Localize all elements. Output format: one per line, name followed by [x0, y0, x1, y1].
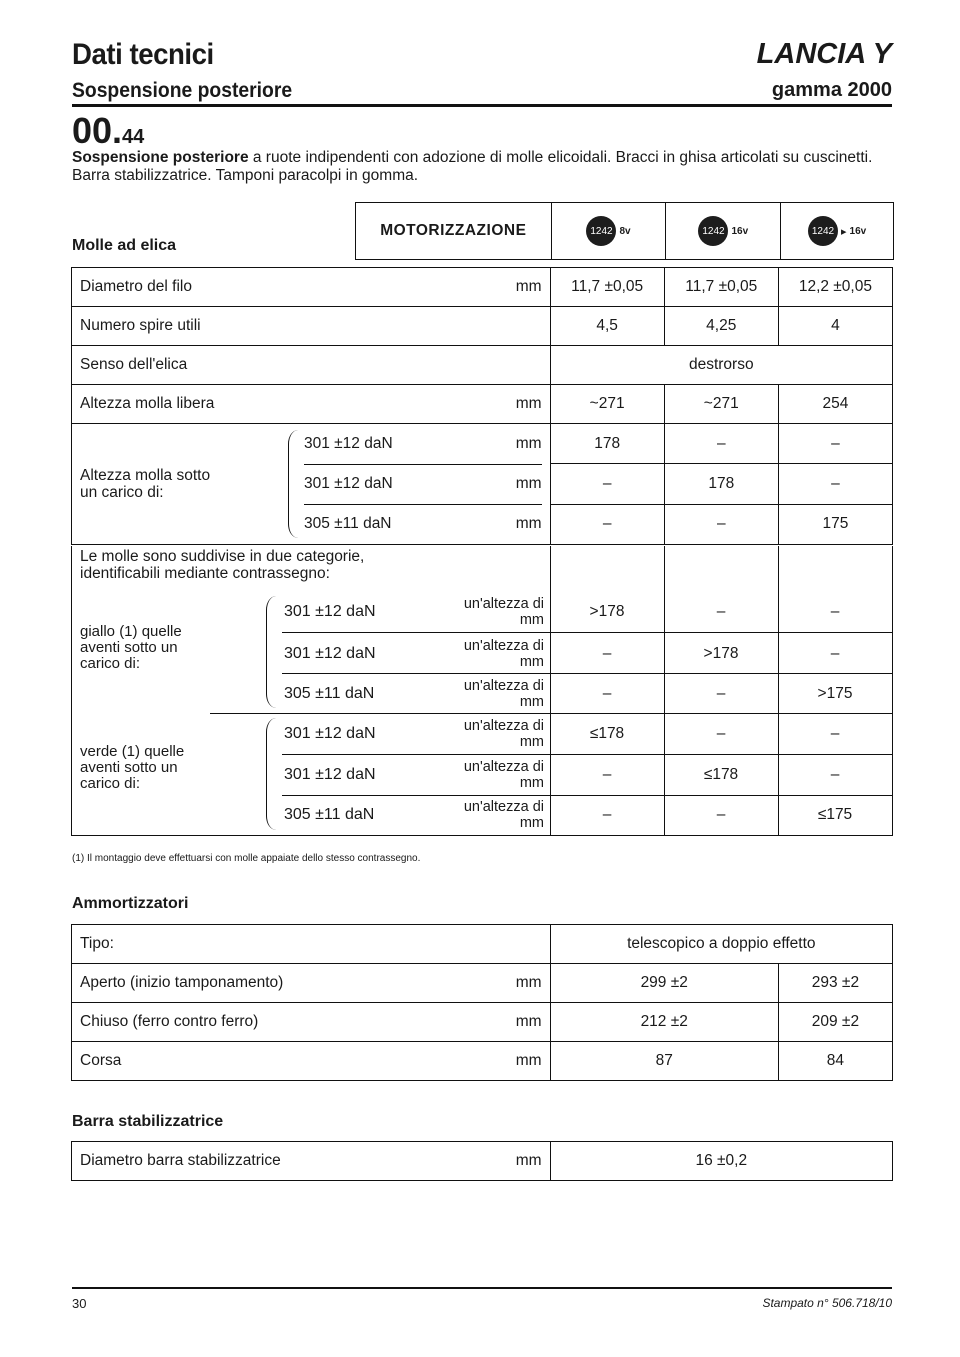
engine-col-1: 1242 8v	[551, 203, 666, 259]
green-label: verde (1) quelle aventi sotto un carico di:	[80, 743, 185, 792]
brace	[266, 596, 277, 708]
bar-title: Barra stabilizzatrice	[72, 1113, 224, 1130]
brand-name: LANCIA Y	[756, 38, 892, 70]
load-label: Altezza molla sotto un carico di:	[80, 467, 211, 501]
page-subtitle: Sospensione posteriore	[72, 79, 293, 102]
brace	[266, 718, 277, 830]
page-number: 30	[72, 1296, 87, 1311]
engine-col-3: 1242 ▸ 16v	[780, 203, 893, 259]
table-row: – – 175	[72, 504, 893, 544]
table-row: Diametro barra stabilizzatrice mm 16 ±0,2	[72, 1142, 893, 1181]
intro-paragraph: Sospensione posteriore a ruote indipendenti con adozione di molle elicoidali. Bracci in ghisa articolati su cuscinetti. Barra stabilizzatrice. Tamponi paracolpi in gomma.	[72, 149, 873, 184]
yellow-row-3: 305 ±11 daN un'altezza di mm	[284, 678, 544, 710]
table-row: Aperto (inizio tamponamento) mm 299 ±2 293 ±2	[72, 964, 893, 1003]
shocks-table	[71, 924, 893, 1081]
table-row: Tipo: telescopico a doppio effetto	[72, 925, 893, 964]
table-row: Numero spire utili 4,5 4,25 4	[72, 307, 893, 346]
table-cell: –	[602, 806, 612, 823]
springs-title: Molle ad elica	[72, 237, 177, 254]
table-cell: –	[716, 603, 726, 620]
table-row: – 178 –	[72, 464, 893, 504]
table-cell: ≤178	[703, 766, 739, 783]
brace	[288, 430, 299, 538]
table-cell: –	[716, 725, 726, 742]
table-cell: –	[602, 645, 612, 662]
table-cell: –	[830, 725, 840, 742]
footer-rule	[72, 1287, 892, 1289]
page-title: Dati tecnici	[72, 38, 214, 71]
motor-label: MOTORIZZAZIONE	[380, 222, 527, 239]
table-cell: –	[716, 685, 726, 702]
table-cell: –	[602, 766, 612, 783]
category-block	[71, 546, 893, 836]
table-row: Corsa mm 87 84	[72, 1042, 893, 1081]
engine-icon: 1242	[698, 216, 728, 246]
category-intro: Le molle sono suddivise in due categorie, identificabili mediante contrassegno:	[80, 548, 365, 582]
table-row: Senso dell'elica destrorso	[72, 346, 893, 385]
table-cell: ≤178	[589, 725, 625, 742]
yellow-row-2: 301 ±12 daN un'altezza di mm	[284, 638, 544, 670]
table-cell: –	[830, 766, 840, 783]
print-code: Stampato n° 506.718/10	[762, 1296, 892, 1310]
turbo-icon: ▸	[840, 225, 847, 238]
green-row-3: 305 ±11 daN un'altezza di mm	[284, 799, 544, 831]
table-cell: –	[830, 603, 840, 620]
yellow-label: giallo (1) quelle aventi sotto un carico di:	[80, 623, 182, 672]
table-cell: –	[716, 806, 726, 823]
shocks-title: Ammortizzatori	[72, 895, 189, 912]
table-cell: –	[602, 685, 612, 702]
engine-icon: 1242	[586, 216, 616, 246]
table-cell: >175	[817, 685, 853, 702]
engine-col-2: 1242 16v	[665, 203, 780, 259]
bar-table	[71, 1141, 893, 1181]
table-cell: –	[830, 645, 840, 662]
yellow-row-1: 301 ±12 daN un'altezza di mm	[284, 596, 544, 628]
header-rule	[72, 104, 892, 107]
table-row: Diametro del filo mm 11,7 ±0,05 11,7 ±0,05 12,2 ±0,05	[72, 268, 893, 307]
table-cell: ≤175	[817, 806, 853, 823]
section-code: 00.44	[72, 110, 145, 151]
model-range: gamma 2000	[771, 79, 892, 101]
table-row: Chiuso (ferro contro ferro) mm 212 ±2 209 ±2	[72, 1003, 893, 1042]
motor-header	[355, 202, 894, 260]
table-cell: >178	[589, 603, 625, 620]
engine-icon: 1242	[808, 216, 838, 246]
table-cell: >178	[703, 645, 739, 662]
springs-table	[71, 267, 893, 545]
table-row: Altezza molla libera mm ~271 ~271 254	[72, 385, 893, 424]
green-row-1: 301 ±12 daN un'altezza di mm	[284, 718, 544, 750]
green-row-2: 301 ±12 daN un'altezza di mm	[284, 759, 544, 791]
table-row: Altezza molla sotto un carico di: 301 ±12 daN mm 301 ±12 daN mm 305 ±11 daN mm 178 – –	[72, 424, 893, 464]
footnote: (1) Il montaggio deve effettuarsi con molle appaiate dello stesso contrassegno.	[72, 853, 421, 864]
